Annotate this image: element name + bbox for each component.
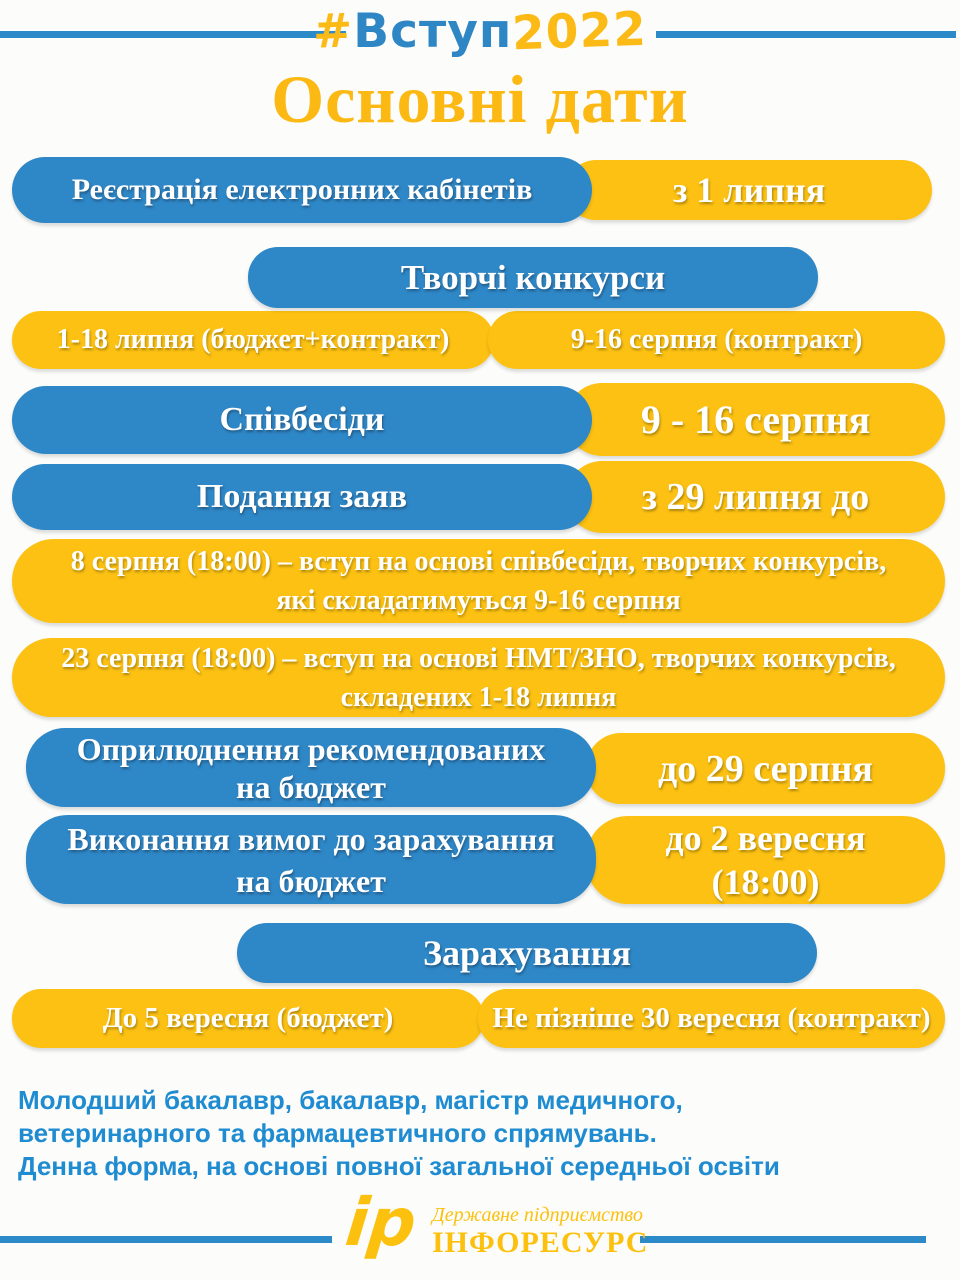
applications-date-label: з 29 липня до	[641, 476, 870, 518]
nmt-deadline-note	[12, 638, 945, 717]
org-name-label: ІНФОРЕСУРС	[432, 1226, 649, 1259]
registration-date-label: з 1 липня	[672, 170, 826, 210]
interviews-date-pill	[566, 383, 945, 456]
footnote-line2: ветеринарного та фармацевтичного спрямувань.	[18, 1118, 657, 1148]
nmt-deadline-line2: складених 1-18 липня	[340, 681, 617, 713]
recommendations-label-line2: на бюджет	[236, 768, 386, 805]
enrollment-contract-date-label: Не пізніше 30 вересня (контракт)	[492, 1002, 931, 1034]
applications-date-pill	[566, 461, 945, 533]
recommendations-pill	[26, 728, 596, 807]
creative-contract-date-pill	[488, 311, 945, 369]
requirements-date-line1: до 2 вересня	[665, 818, 866, 858]
enrollment-budget-date-label: До 5 вересня (бюджет)	[102, 1002, 394, 1034]
interview-deadline-note	[12, 539, 945, 623]
bottom-left-divider-line	[0, 1236, 332, 1243]
inforesurs-logo-icon: ір	[342, 1184, 420, 1261]
hashtag-year: 2022	[511, 1, 649, 62]
interviews-pill	[12, 386, 592, 454]
creative-contract-date-label: 9-16 серпня (контракт)	[570, 324, 863, 355]
enrollment-budget-date-pill	[12, 989, 484, 1048]
recommendations-date-pill	[586, 733, 945, 804]
org-type-label: Державне підприємство	[432, 1204, 643, 1226]
hashtag-word: Вступ	[353, 4, 513, 59]
bottom-right-divider-line	[640, 1236, 926, 1243]
creative-budget-date-label: 1-18 липня (бюджет+контракт)	[56, 324, 450, 355]
hash-symbol: #	[311, 3, 355, 60]
creative-contests-label: Творчі конкурси	[400, 257, 666, 297]
footnote	[18, 1084, 938, 1183]
inforesurs-logo-text	[432, 1204, 648, 1259]
nmt-deadline-line1: 23 серпня (18:00) – вступ на основі НМТ/ЗНО, творчих конкурсів,	[61, 642, 896, 674]
applications-label: Подання заяв	[196, 478, 408, 515]
registration-label: Реєстрація електронних кабінетів	[71, 173, 533, 206]
recommendations-label-line1: Оприлюднення рекомендованих	[76, 730, 546, 767]
interviews-label: Співбесіди	[219, 401, 385, 438]
creative-contests-pill	[248, 247, 818, 308]
enrollment-pill	[237, 923, 817, 983]
interview-deadline-line1: 8 серпня (18:00) – вступ на основі співбесіди, творчих конкурсів,	[70, 546, 887, 577]
creative-budget-date-pill	[12, 311, 494, 369]
enrollment-label: Зарахування	[422, 933, 632, 973]
requirements-label-line1: Виконання вимог до зарахування	[67, 820, 555, 857]
registration-pill	[12, 157, 592, 223]
requirements-label-line2: на бюджет	[236, 862, 386, 899]
page-title: Основні дати	[271, 61, 689, 137]
requirements-date-line2: (18:00)	[711, 862, 820, 902]
interviews-date-label: 9 - 16 серпня	[640, 397, 871, 442]
recommendations-date-label: до 29 серпня	[658, 747, 873, 790]
footnote-line3: Денна форма, на основі повної загальної середньої освіти	[18, 1151, 780, 1181]
enrollment-contract-date-pill	[478, 989, 945, 1048]
requirements-pill	[26, 815, 596, 904]
requirements-date-pill	[586, 816, 945, 904]
applications-pill	[12, 464, 592, 530]
registration-date-pill	[566, 160, 932, 220]
interview-deadline-line2: які складатимуться 9-16 серпня	[276, 585, 681, 616]
hashtag-title	[0, 1, 960, 62]
footnote-line1: Молодший бакалавр, бакалавр, магістр медичного,	[18, 1085, 683, 1115]
